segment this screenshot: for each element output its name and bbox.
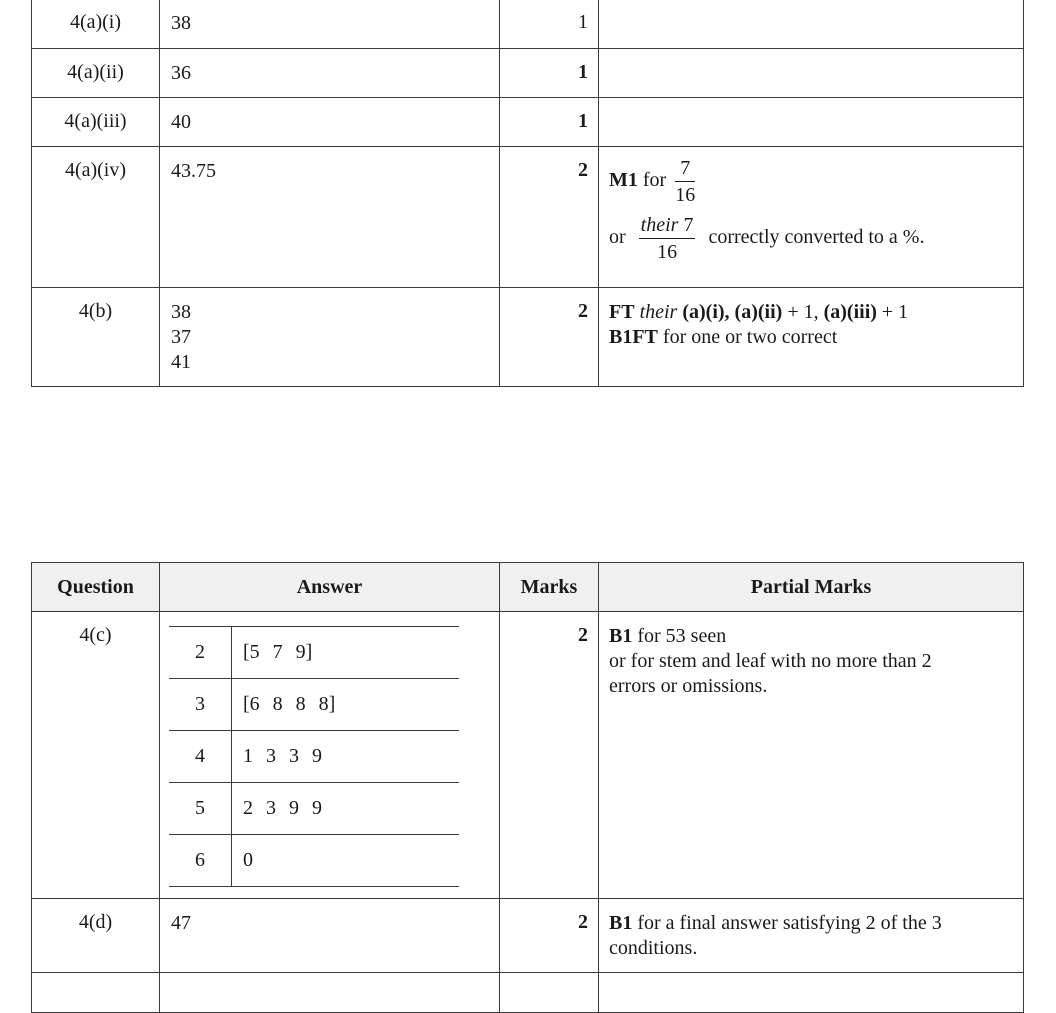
marks-cell: 1 [500, 98, 599, 147]
stem-leaf-row [169, 783, 459, 835]
header-question: Question [32, 563, 160, 612]
partial-marks-cell [599, 98, 1024, 147]
table-row [32, 98, 1024, 147]
stem-and-leaf-diagram [169, 626, 459, 887]
marks-cell: 2 [500, 899, 599, 973]
marks-cell: 1 [500, 0, 599, 49]
partial-marks-cell: B1 for 53 seen or for stem and leaf with no more than 2 errors or omissions. [599, 612, 1024, 899]
stem-leaf-row [169, 731, 459, 783]
mark-scheme-table-bottom [31, 562, 1024, 1013]
partial-marks-cell: B1 for a final answer satisfying 2 of the 3 conditions. [599, 899, 1024, 973]
header-marks: Marks [500, 563, 599, 612]
stem-leaf-row [169, 835, 459, 887]
answer-cell: 47 [160, 899, 500, 973]
stem-leaf-row [169, 679, 459, 731]
answer-cell: 40 [160, 98, 500, 147]
leaf: 1 3 3 9 [232, 731, 460, 783]
question-cell: 4(a)(iii) [32, 98, 160, 147]
answer-cell: 36 [160, 49, 500, 98]
question-cell: 4(c) [32, 612, 160, 899]
stem: 4 [169, 731, 232, 783]
leaf: [6 8 8 8] [232, 679, 460, 731]
marks-cell: 2 [500, 147, 599, 288]
marks-cell: 2 [500, 288, 599, 387]
partial-marks-cell [599, 49, 1024, 98]
stem: 2 [169, 627, 232, 679]
table-row [32, 973, 1024, 1013]
fraction: $\frac{7}{16}$ [675, 157, 696, 206]
partial-line-1: M1 for $\frac{7}{16}$ [609, 157, 696, 206]
partial-marks-cell [599, 0, 1024, 49]
partial-marks-cell: FT their (a)(i), (a)(ii) + 1, (a)(iii) + 1 B1FT for one or two correct [599, 288, 1024, 387]
stem: 3 [169, 679, 232, 731]
partial-marks-cell [599, 147, 1024, 288]
question-cell: 4(d) [32, 899, 160, 973]
leaf: 0 [232, 835, 460, 887]
table-row [32, 899, 1024, 973]
table-row [32, 288, 1024, 387]
answer-cell: 38 37 41 [160, 288, 500, 387]
table-row [32, 612, 1024, 899]
table-row [32, 49, 1024, 98]
mark-scheme-table-top [31, 0, 1024, 387]
header-row [32, 563, 1024, 612]
header-partial-marks: Partial Marks [599, 563, 1024, 612]
marks-cell: 2 [500, 612, 599, 899]
leaf: 2 3 9 9 [232, 783, 460, 835]
table-row [32, 0, 1024, 49]
header-answer: Answer [160, 563, 500, 612]
answer-cell: 43.75 [160, 147, 500, 288]
stem: 6 [169, 835, 232, 887]
stem: 5 [169, 783, 232, 835]
question-cell: 4(a)(ii) [32, 49, 160, 98]
answer-cell: 38 [160, 0, 500, 49]
answer-cell [160, 612, 500, 899]
marks-cell: 1 [500, 49, 599, 98]
question-cell: 4(a)(i) [32, 0, 160, 49]
partial-line-2: or $\frac{\text{their 7}}{16}$ correctly converted to a %. [609, 214, 925, 263]
question-cell: 4(a)(iv) [32, 147, 160, 288]
question-cell: 4(b) [32, 288, 160, 387]
table-row [32, 147, 1024, 288]
stem-leaf-row [169, 627, 459, 679]
leaf: [5 7 9] [232, 627, 460, 679]
fraction: $\frac{\text{their 7}}{16}$ [640, 214, 694, 263]
